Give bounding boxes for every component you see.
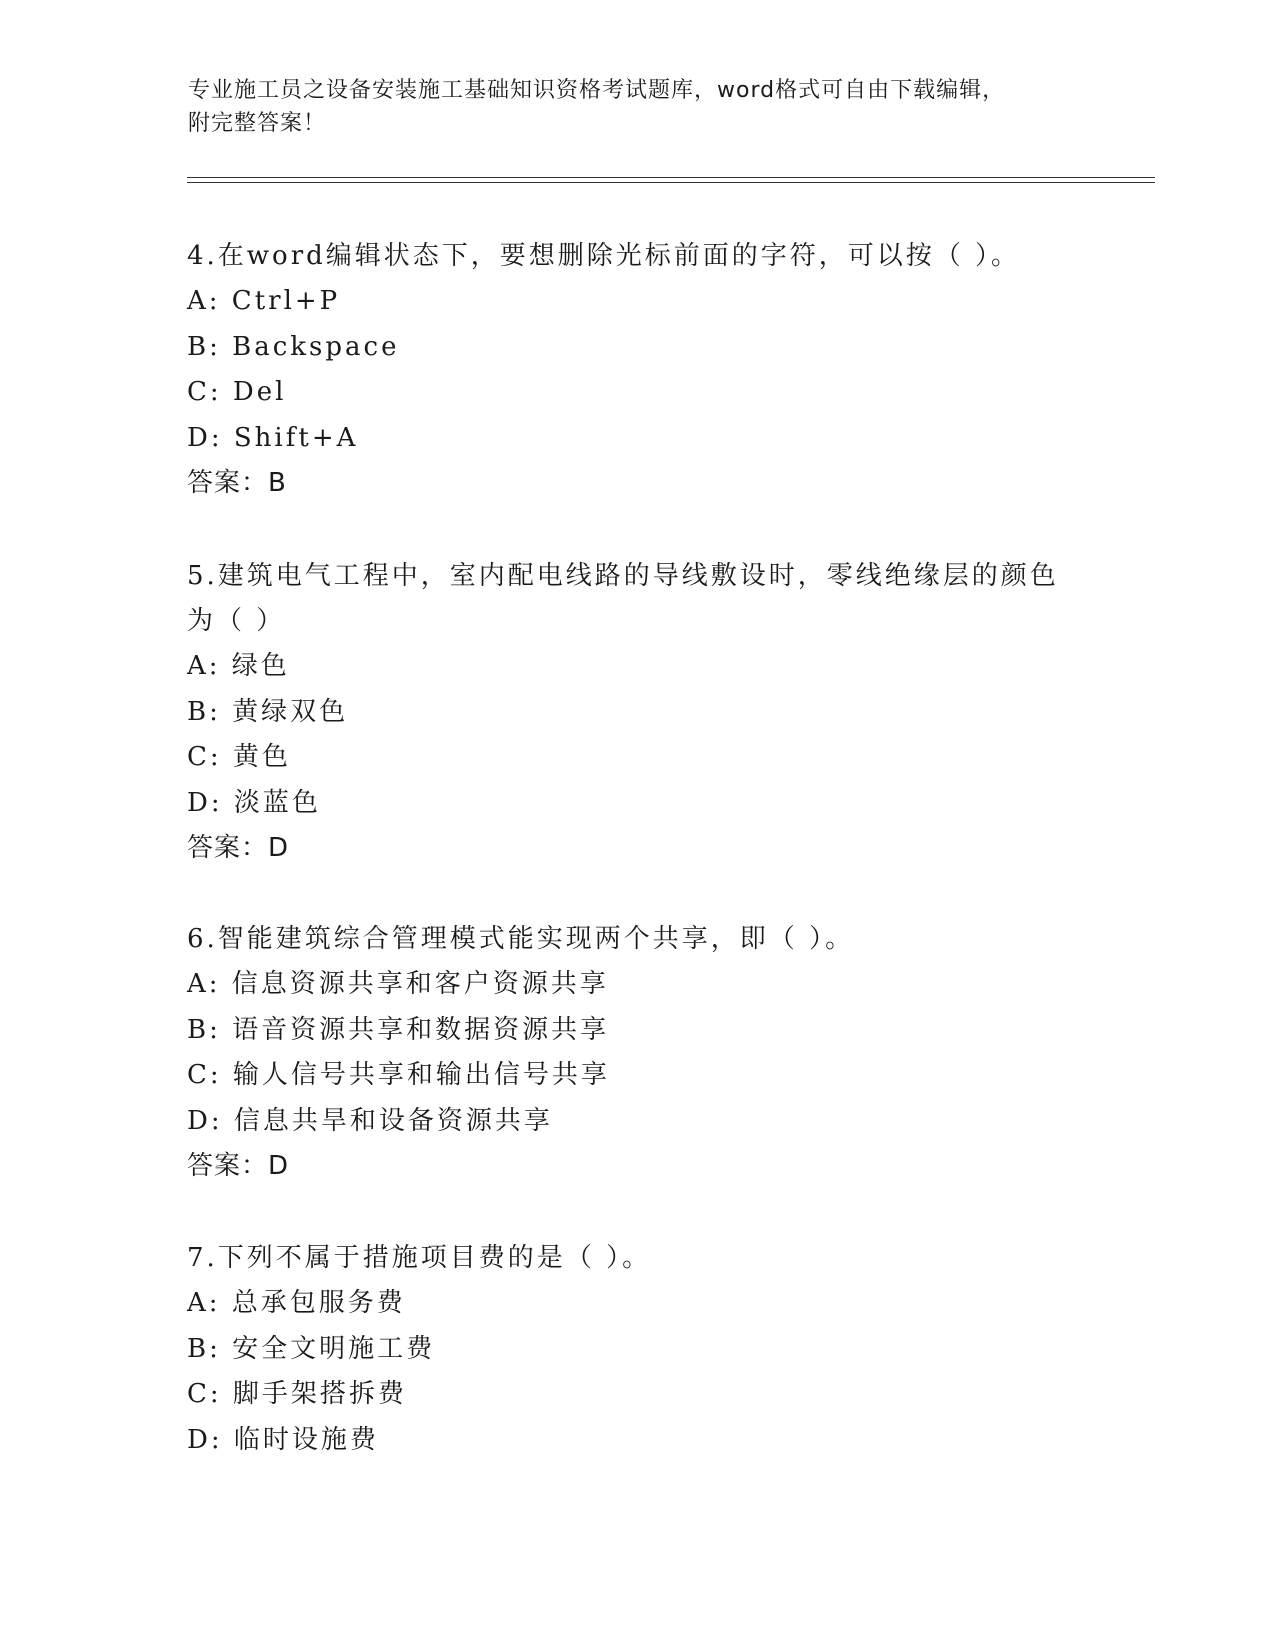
question-stem-line: 5.建筑电气工程中，室内配电线路的导线敷设时，零线绝缘层的颜色 (187, 561, 1059, 591)
question-6 (187, 917, 1087, 1189)
question-stem-line: 4.在word编辑状态下，要想删除光标前面的字符，可以按（ ）。 (187, 241, 1021, 271)
question-stem-line: 7.下列不属于措施项目费的是（ ）。 (187, 1243, 652, 1273)
option-b: B: 语音资源共享和数据资源共享 (187, 1014, 610, 1045)
question-stem (187, 554, 1087, 644)
option-a: A: 绿色 (187, 651, 290, 681)
option-b: B: 安全文明施工费 (187, 1333, 436, 1364)
option-c: C: Del (187, 377, 287, 407)
answer-key: 答案：D (187, 1151, 290, 1181)
question-stem (187, 1236, 1087, 1281)
answer-key: 答案：D (187, 833, 290, 863)
header-line-2: 附完整答案！ (188, 111, 327, 136)
option-b: B: 黄绿双色 (187, 696, 349, 727)
question-4 (187, 234, 1087, 506)
option-d: D: 临时设施费 (187, 1424, 379, 1455)
question-stem (187, 917, 1087, 962)
question-stem (187, 234, 1087, 279)
question-5 (187, 554, 1087, 871)
option-d: D: 淡蓝色 (187, 787, 321, 818)
header-divider-bottom (187, 182, 1155, 183)
option-a: A: Ctrl+P (187, 286, 341, 316)
option-a: A: 总承包服务费 (187, 1288, 406, 1318)
option-c: C: 黄色 (187, 742, 291, 772)
question-7 (187, 1236, 1087, 1463)
option-c: C: 脚手架搭拆费 (187, 1379, 407, 1409)
answer-key: 答案：B (187, 468, 287, 498)
header-line-1: 专业施工员之设备安装施工基础知识资格考试题库，word格式可自由下载编辑， (188, 78, 1006, 103)
question-stem-line: 6.智能建筑综合管理模式能实现两个共享，即（ ）。 (187, 924, 855, 954)
option-d: D: 信息共旱和设备资源共享 (187, 1105, 553, 1136)
option-d: D: Shift+A (187, 422, 359, 453)
question-stem-line: 为（ ） (187, 606, 286, 636)
option-b: B: Backspace (187, 331, 400, 362)
option-a: A: 信息资源共享和客户资源共享 (187, 969, 609, 999)
option-c: C: 输人信号共享和输出信号共享 (187, 1060, 610, 1090)
document-header (188, 74, 1088, 140)
header-divider-top (187, 177, 1155, 178)
